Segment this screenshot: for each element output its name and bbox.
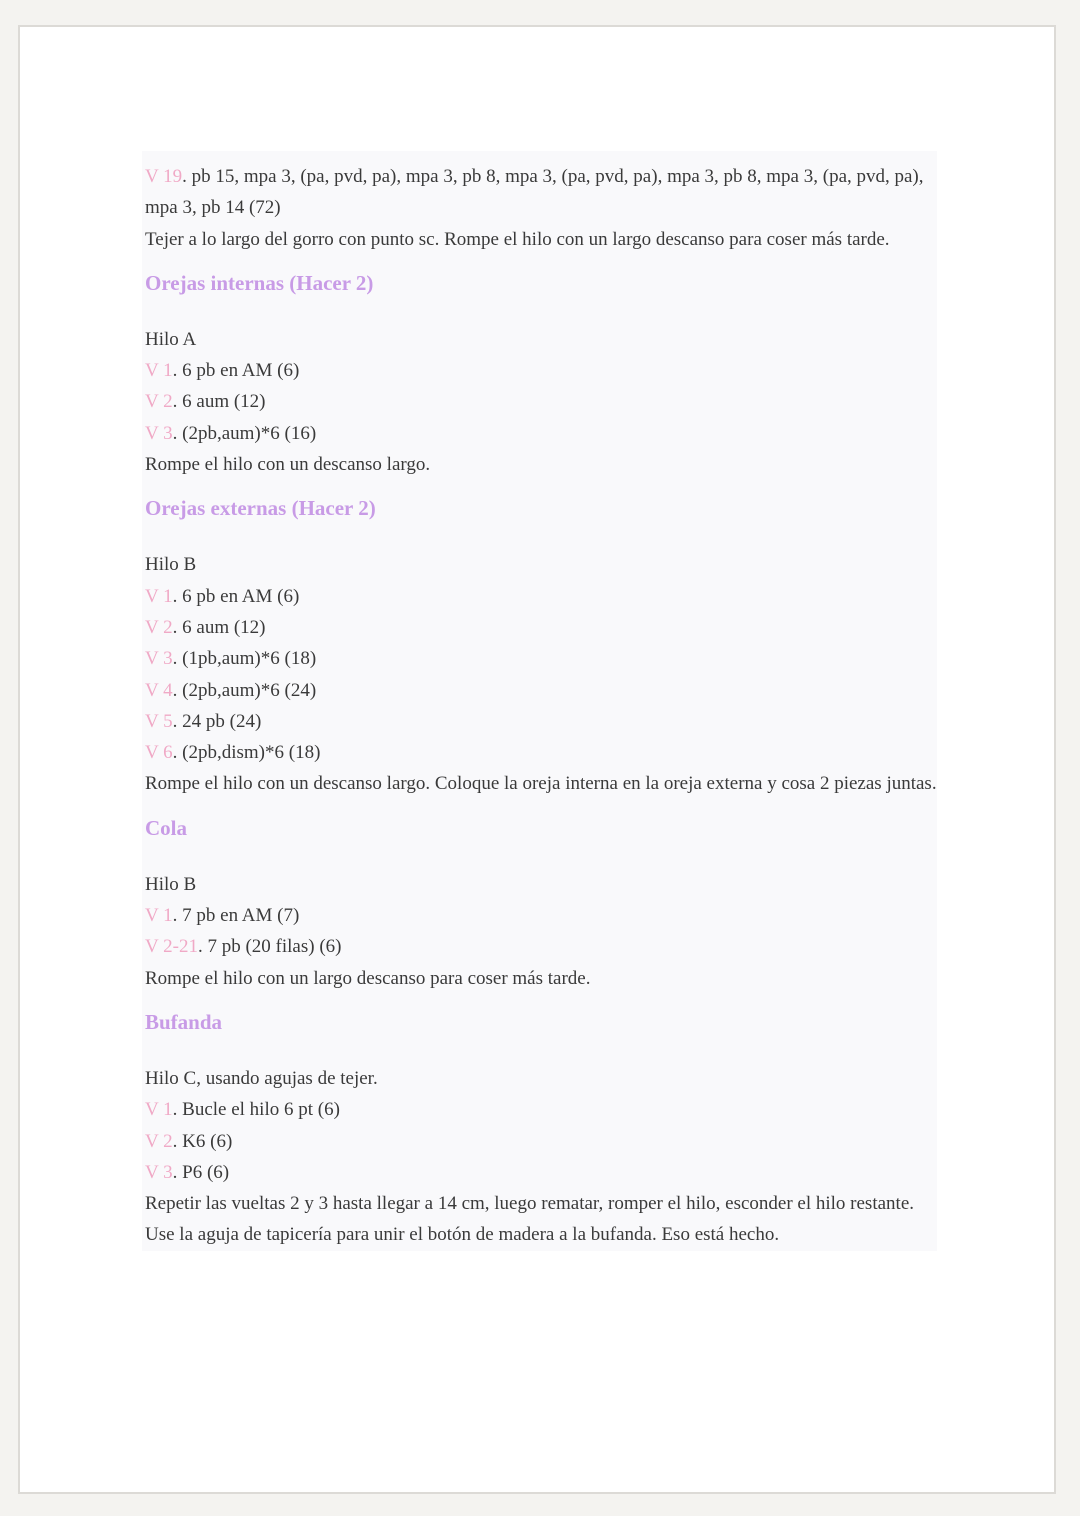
row-number: V 2 (145, 391, 173, 413)
row-instructions: . Bucle el hilo 6 pt (6) (172, 1099, 340, 1121)
row-instructions: . P6 (6) (172, 1161, 230, 1183)
row-number: V 3 (145, 422, 173, 444)
section (145, 493, 937, 799)
row-number: V 2 (145, 616, 173, 638)
document-page (18, 25, 1056, 1494)
pattern-row (145, 355, 937, 386)
row-number: V 19 (145, 166, 183, 187)
row-number: V 6 (145, 742, 173, 764)
section (145, 1007, 937, 1251)
pattern-row (145, 900, 937, 931)
section-title: Orejas externas (Hacer 2) (145, 496, 376, 521)
pattern-row (145, 581, 937, 612)
row-instructions: . 7 pb en AM (7) (172, 905, 300, 927)
section-note: Repetir las vueltas 2 y 3 hasta llegar a 14 cm, luego rematar, romper el hilo, esconder el hilo restante. (145, 1193, 914, 1215)
pattern-row (145, 418, 937, 449)
intro-note: Tejer a lo largo del gorro con punto sc. Rompe el hilo con un largo descanso para coser más tarde. (145, 228, 890, 250)
row-number: V 2-21 (145, 936, 198, 958)
section-title: Orejas internas (Hacer 2) (145, 270, 374, 295)
thread-label: Hilo B (145, 554, 197, 576)
row-number: V 4 (145, 679, 173, 701)
pattern-content (142, 151, 937, 1251)
row-instructions: . (2pb,aum)*6 (16) (172, 422, 317, 444)
section-note: Rompe el hilo con un descanso largo. (145, 454, 431, 476)
row-number: V 1 (145, 905, 173, 927)
pattern-row (145, 1126, 937, 1157)
row-instructions: . 6 pb en AM (6) (172, 585, 300, 607)
pattern-row (145, 386, 937, 417)
section-note: Use la aguja de tapicería para unir el botón de madera a la bufanda. Eso está hecho. (145, 1224, 780, 1246)
row-number: V 5 (145, 710, 173, 732)
row-number: V 1 (145, 585, 173, 607)
row-number: V 2 (145, 1130, 173, 1152)
row-instructions: . 24 pb (24) (172, 710, 262, 732)
row-instructions: . pb 15, mpa 3, (pa, pvd, pa), mpa 3, pb 8, mpa 3, (pa, pvd, pa), mpa 3, pb 8, mpa 3, (pa, pvd, pa), mpa 3, pb 14 (72) (145, 166, 924, 219)
thread-label: Hilo B (145, 873, 197, 895)
row-instructions: . 6 pb en AM (6) (172, 360, 300, 382)
pattern-row (145, 1157, 937, 1188)
row-number: V 3 (145, 1161, 173, 1183)
row-19 (145, 161, 937, 224)
sections-container (145, 268, 937, 1251)
pattern-row (145, 1094, 937, 1125)
pattern-row (145, 675, 937, 706)
pattern-row (145, 931, 937, 962)
pattern-row (145, 737, 937, 768)
row-number: V 1 (145, 360, 173, 382)
section-note: Rompe el hilo con un largo descanso para coser más tarde. (145, 967, 591, 989)
section (145, 813, 937, 994)
row-number: V 3 (145, 648, 173, 670)
row-instructions: . 6 aum (12) (172, 616, 266, 638)
section (145, 268, 937, 480)
section-note: Rompe el hilo con un descanso largo. Coloque la oreja interna en la oreja externa y cosa 2 piezas juntas. (145, 773, 937, 795)
row-instructions: . (2pb,dism)*6 (18) (172, 742, 321, 764)
pattern-row (145, 706, 937, 737)
thread-label: Hilo A (145, 328, 197, 350)
pattern-row (145, 643, 937, 674)
row-instructions: . K6 (6) (172, 1130, 233, 1152)
thread-label: Hilo C, usando agujas de tejer. (145, 1067, 378, 1089)
section-title: Bufanda (145, 1009, 223, 1034)
row-instructions: . (2pb,aum)*6 (24) (172, 679, 317, 701)
row-instructions: . 6 aum (12) (172, 391, 266, 413)
row-instructions: . (1pb,aum)*6 (18) (172, 648, 317, 670)
pattern-row (145, 612, 937, 643)
row-number: V 1 (145, 1099, 173, 1121)
section-title: Cola (145, 815, 187, 840)
row-instructions: . 7 pb (20 filas) (6) (197, 936, 342, 958)
